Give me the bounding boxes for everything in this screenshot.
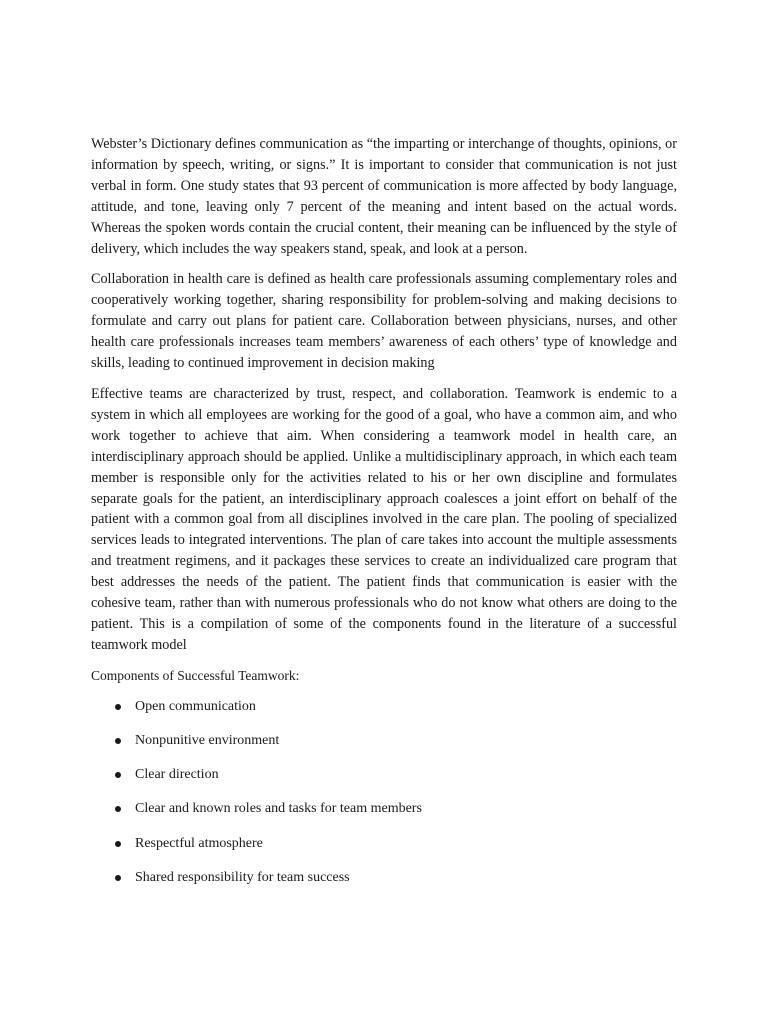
list-item [91,799,677,819]
paragraph-collaboration-definition: Collaboration in health care is defined as health care professionals assuming complementary roles and cooperatively working together, sharing responsibility for problem-solving and making decisions to formulate and carry out plans for patient care. Collaboration between physicians, nurses, and other health care professionals increases team members’ awareness of each others’ type of knowledge and skills, leading to continued improvement in decision making [91,271,677,372]
paragraph-effective-teams: Effective teams are characterized by trust, respect, and collaboration. Teamwork is endemic to a system in which all employees are working for the good of a goal, who have a common aim, and who work together to achieve that aim. When considering a teamwork model in health care, an interdisciplinary approach should be applied. Unlike a multidisciplinary approach, in which each team member is responsible only for the activities related to his or her own discipline and formulates separate goals for the patient, an interdisciplinary approach coalesces a joint effort on behalf of the patient with a common goal from all disciplines involved in the care plan. The pooling of specialized services leads to integrated interventions. The plan of care takes into account the multiple assessments and treatment regimens, and it packages these services to create an individualized care program that best addresses the needs of the patient. The patient finds that communication is easier with the cohesive team, rather than with numerous professionals who do not know what others are doing to the patient. This is a compilation of some of the components found in the literature of a successful teamwork model [91,385,677,653]
bullet-icon [115,841,121,847]
list-item [91,868,677,888]
list-item-label: Clear direction [135,767,219,783]
components-list [91,697,677,888]
bullet-icon [115,772,121,778]
document-page [91,134,677,902]
list-item-label: Respectful atmosphere [135,835,263,851]
list-item [91,731,677,751]
bullet-icon [115,806,121,812]
bullet-icon [115,738,121,744]
list-item [91,765,677,785]
list-item-label: Open communication [135,698,256,714]
bullet-icon [115,704,121,710]
list-item [91,697,677,717]
list-item-label: Nonpunitive environment [135,732,280,748]
paragraph-communication-definition: Webster’s Dictionary defines communication as “the imparting or interchange of thoughts, opinions, or information by speech, writing, or signs.” It is important to consider that communication is not just verbal in form. One study states that 93 percent of communication is more affected by body language, attitude, and tone, leaving only 7 percent of the meaning and intent based on the actual words. Whereas the spoken words contain the crucial content, their meaning can be influenced by the style of delivery, which includes the way speakers stand, speak, and look at a person. [91,136,677,257]
list-item-label: Clear and known roles and tasks for team members [135,801,422,817]
bullet-icon [115,875,121,881]
list-item [91,834,677,854]
list-item-label: Shared responsibility for team success [135,869,350,885]
components-heading: Components of Successful Teamwork: [91,667,300,683]
